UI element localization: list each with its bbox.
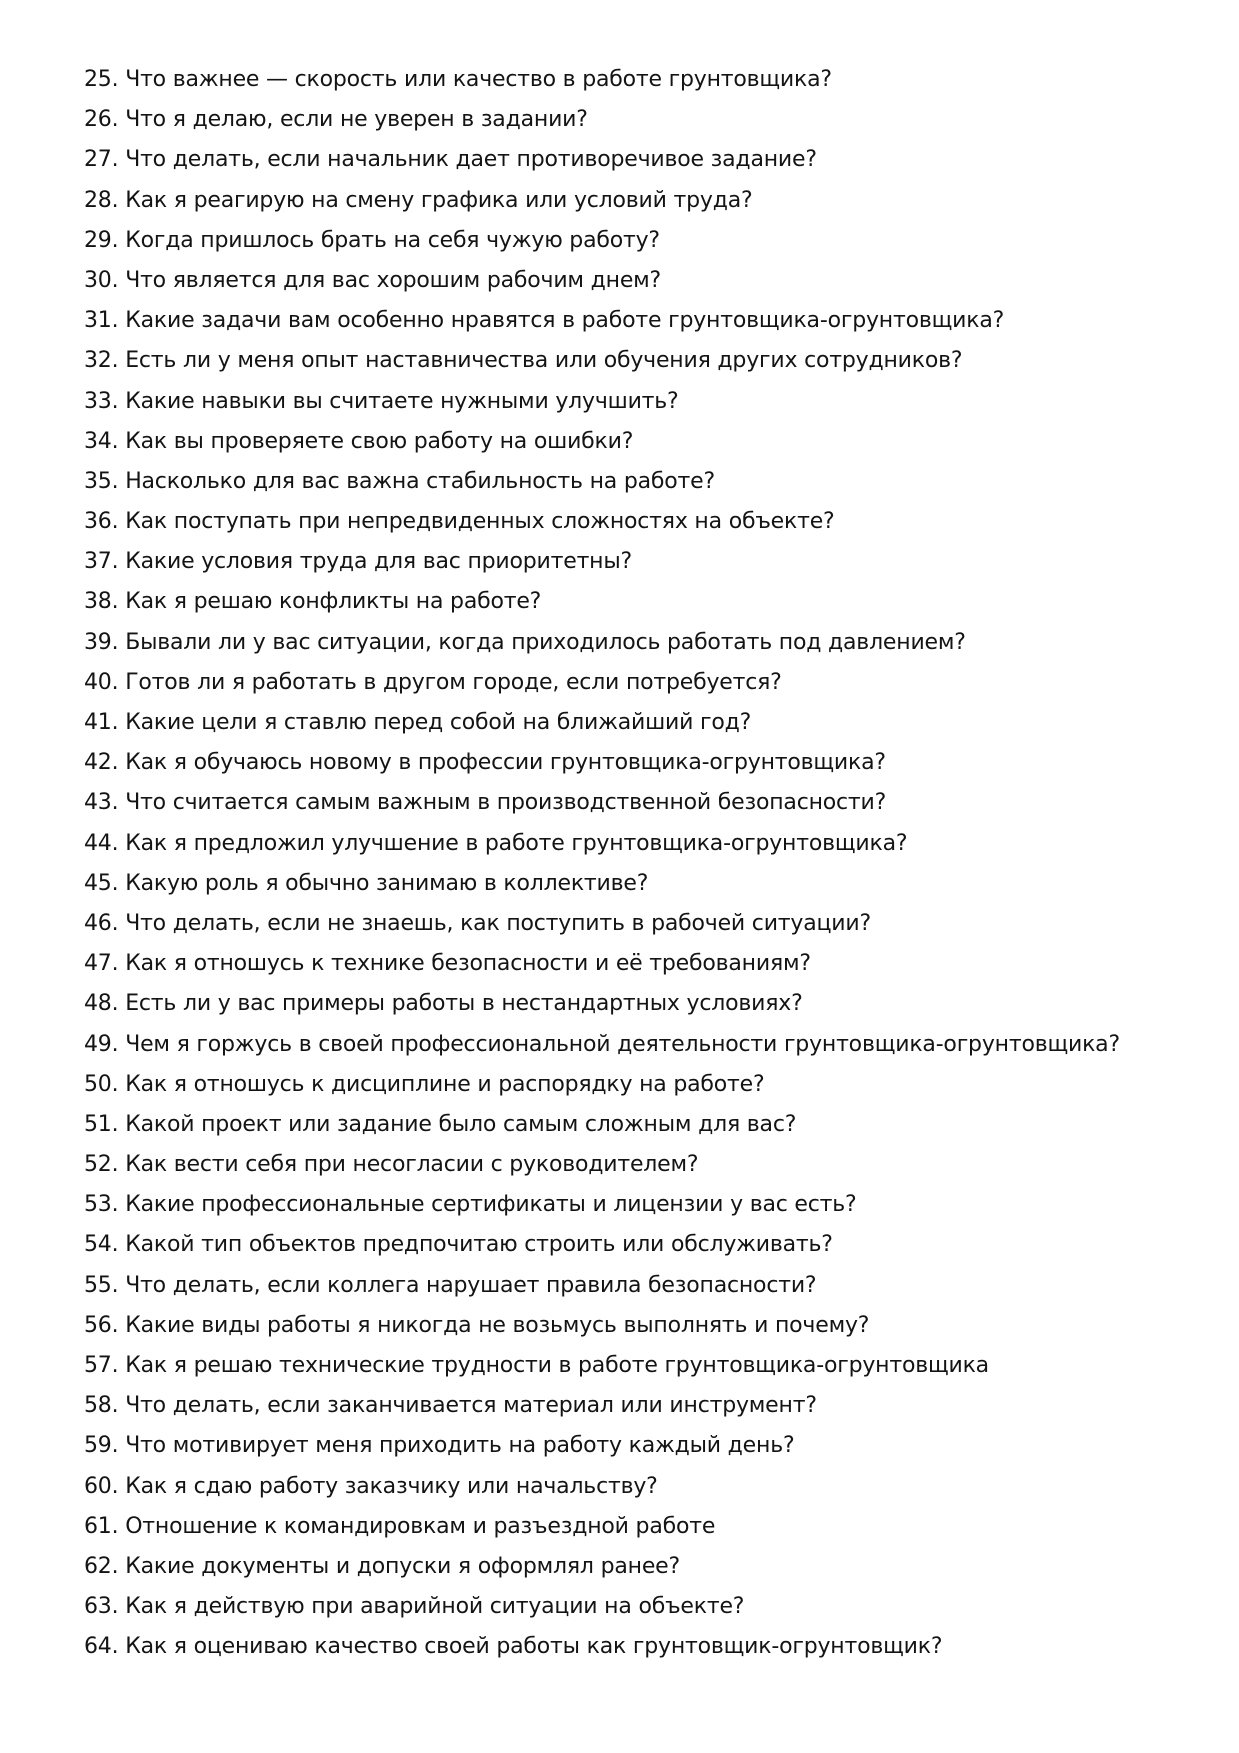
question-text: Какие задачи вам особенно нравятся в работе грунтовщика-огрунтовщика? [125, 308, 1005, 334]
question-number: 35. [84, 468, 119, 494]
question-item [84, 221, 1184, 261]
question-number: 25. [84, 67, 119, 92]
question-number: 52. [84, 1152, 119, 1178]
question-number: 49. [84, 1031, 119, 1057]
question-number: 33. [84, 388, 119, 414]
question-number: 43. [84, 790, 119, 816]
question-item [84, 1025, 1184, 1065]
question-item [84, 1266, 1184, 1306]
question-text: Какой проект или задание было самым сложным для вас? [125, 1111, 797, 1137]
question-number: 28. [84, 187, 119, 213]
question-item [84, 703, 1184, 743]
question-number: 51. [84, 1111, 119, 1137]
question-text: Готов ли я работать в другом городе, если потребуется? [125, 669, 782, 695]
question-text: Чем я горжусь в своей профессиональной деятельности грунтовщика-огрунтовщика? [125, 1031, 1120, 1057]
question-text: Что делать, если коллега нарушает правила безопасности? [125, 1272, 817, 1298]
question-item [84, 502, 1184, 542]
question-number: 30. [84, 267, 119, 293]
question-text: Какие виды работы я никогда не возьмусь выполнять и почему? [125, 1312, 870, 1338]
question-item [84, 1627, 1184, 1667]
question-text: Что делать, если начальник дает противоречивое задание? [125, 147, 817, 173]
question-text: Когда пришлось брать на себя чужую работу? [125, 227, 660, 253]
question-text: Как я действую при аварийной ситуации на объекте? [125, 1594, 745, 1620]
question-text: Бывали ли у вас ситуации, когда приходилось работать под давлением? [125, 629, 966, 655]
question-text: Как я обучаюсь новому в профессии грунтовщика-огрунтовщика? [125, 750, 886, 776]
question-item [84, 181, 1184, 221]
question-item [84, 60, 1184, 100]
question-number: 45. [84, 870, 119, 896]
question-item [84, 462, 1184, 502]
question-item [84, 1507, 1184, 1547]
question-text: Как я предложил улучшение в работе грунтовщика-огрунтовщика? [125, 830, 908, 856]
question-number: 44. [84, 830, 119, 856]
question-item [84, 1386, 1184, 1426]
question-number: 64. [84, 1634, 119, 1660]
question-text: Что является для вас хорошим рабочим днем? [125, 267, 662, 293]
question-item [84, 743, 1184, 783]
question-item [84, 663, 1184, 703]
question-number: 63. [84, 1594, 119, 1620]
question-item [84, 1145, 1184, 1185]
question-item [84, 140, 1184, 180]
question-text: Какие условия труда для вас приоритетны? [125, 549, 633, 575]
question-text: Как я отношусь к технике безопасности и её требованиям? [125, 951, 811, 977]
question-number: 36. [84, 509, 119, 535]
question-item [84, 542, 1184, 582]
question-number: 46. [84, 910, 119, 936]
question-number: 47. [84, 951, 119, 977]
question-text: Как я отношусь к дисциплине и распорядку на работе? [125, 1071, 765, 1097]
question-text: Как вы проверяете свою работу на ошибки? [125, 428, 634, 454]
question-number: 48. [84, 991, 119, 1017]
question-text: Есть ли у вас примеры работы в нестандартных условиях? [125, 991, 803, 1017]
question-item [84, 864, 1184, 904]
question-number: 56. [84, 1312, 119, 1338]
question-number: 42. [84, 750, 119, 776]
question-text: Какие документы и допуски я оформлял ранее? [125, 1553, 680, 1579]
question-number: 62. [84, 1553, 119, 1579]
question-item [84, 382, 1184, 422]
question-text: Какую роль я обычно занимаю в коллективе? [125, 870, 649, 896]
question-number: 39. [84, 629, 119, 655]
question-item [84, 1587, 1184, 1627]
question-number: 34. [84, 428, 119, 454]
question-text: Отношение к командировкам и разъездной работе [125, 1513, 716, 1539]
question-item [84, 904, 1184, 944]
question-text: Что делать, если не знаешь, как поступить в рабочей ситуации? [125, 910, 871, 936]
question-number: 61. [84, 1513, 119, 1539]
question-text: Как поступать при непредвиденных сложностях на объекте? [125, 509, 835, 535]
question-text: Насколько для вас важна стабильность на работе? [125, 468, 715, 494]
question-text: Какие цели я ставлю перед собой на ближайший год? [125, 710, 752, 735]
question-number: 57. [84, 1353, 119, 1378]
question-number: 53. [84, 1192, 119, 1218]
question-number: 41. [84, 710, 119, 735]
question-number: 38. [84, 589, 119, 615]
question-item [84, 944, 1184, 984]
question-item [84, 261, 1184, 301]
question-text: Что считается самым важным в производственной безопасности? [125, 790, 887, 816]
question-number: 32. [84, 348, 119, 374]
question-item [84, 301, 1184, 341]
question-number: 60. [84, 1473, 119, 1499]
question-number: 37. [84, 549, 119, 575]
question-item [84, 1426, 1184, 1466]
question-text: Как я решаю конфликты на работе? [125, 589, 542, 615]
question-number: 29. [84, 227, 119, 253]
question-number: 58. [84, 1393, 119, 1419]
question-item [84, 783, 1184, 823]
question-item [84, 984, 1184, 1024]
question-text: Как я решаю технические трудности в работе грунтовщика-огрунтовщика [125, 1353, 989, 1378]
question-text: Что я делаю, если не уверен в задании? [125, 107, 588, 133]
question-number: 40. [84, 669, 119, 695]
question-item [84, 623, 1184, 663]
question-item [84, 824, 1184, 864]
question-text: Как я оцениваю качество своей работы как грунтовщик-огрунтовщик? [125, 1634, 943, 1660]
question-number: 27. [84, 147, 119, 173]
question-item [84, 1467, 1184, 1507]
question-item [84, 1306, 1184, 1346]
question-item [84, 582, 1184, 622]
question-item [84, 1065, 1184, 1105]
question-item [84, 1346, 1184, 1386]
question-number: 26. [84, 107, 119, 133]
question-item [84, 341, 1184, 381]
question-text: Какие профессиональные сертификаты и лицензии у вас есть? [125, 1192, 857, 1218]
question-item [84, 1225, 1184, 1265]
question-text: Есть ли у меня опыт наставничества или обучения других сотрудников? [125, 348, 963, 374]
question-item [84, 422, 1184, 462]
question-item [84, 1547, 1184, 1587]
question-text: Как вести себя при несогласии с руководителем? [125, 1152, 699, 1178]
question-item [84, 100, 1184, 140]
question-item [84, 1185, 1184, 1225]
question-item [84, 1105, 1184, 1145]
question-list [84, 60, 1184, 1668]
question-number: 31. [84, 308, 119, 334]
question-text: Как я реагирую на смену графика или условий труда? [125, 187, 753, 213]
question-number: 54. [84, 1232, 119, 1258]
question-text: Что важнее — скорость или качество в работе грунтовщика? [125, 67, 832, 92]
question-number: 50. [84, 1071, 119, 1097]
question-text: Как я сдаю работу заказчику или начальству? [125, 1473, 658, 1499]
question-text: Что делать, если заканчивается материал или инструмент? [125, 1393, 817, 1419]
question-text: Что мотивирует меня приходить на работу каждый день? [125, 1433, 795, 1459]
question-text: Какой тип объектов предпочитаю строить или обслуживать? [125, 1232, 833, 1258]
question-text: Какие навыки вы считаете нужными улучшить? [125, 388, 679, 414]
question-number: 55. [84, 1272, 119, 1298]
question-number: 59. [84, 1433, 119, 1459]
